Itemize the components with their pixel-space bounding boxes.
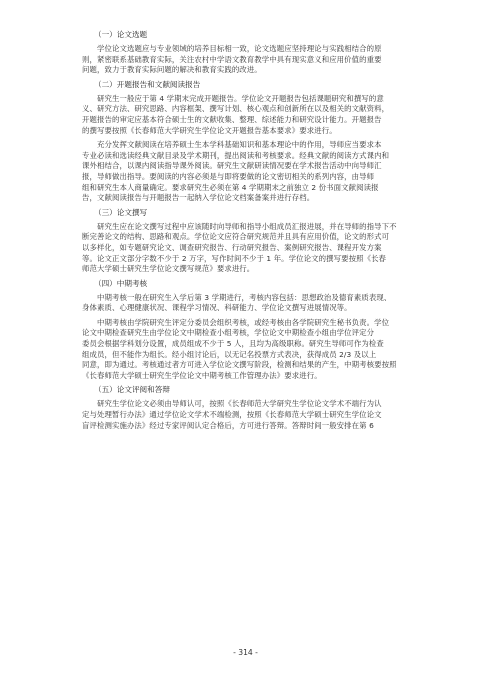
text-line: 组成员，但不能作为组长。经小组讨论后，以无记名投票方式表决，获得成员 2/3 及以上 [82,349,377,359]
text-line: 问题，致力于教育实际问题的解决和教育实践的改进。 [82,65,262,75]
text-line: 研究生应在论文撰写过程中应该随时向导师和指导小组成员汇报进展，并在导师的指导下不 [97,221,397,231]
text-line: 的撰写要按照《长春师范大学研究生学位论文开题报告基本要求》要求进行。 [82,125,337,135]
text-line: 报，导师做出指导。要阅读的内容必须是与即将要做的论文密切相关的系列内容，由导师 [82,171,375,181]
text-line: 研究生学位论文必须由导师认可，按照《长春师范大学研究生学位论文学术不端行为认 [97,399,382,409]
text-line: 论文中期检查研究生由学位论文中期检查小组考核，学位论文中期检查小组由学位评定分 [82,328,375,338]
text-line: 《长春师范大学硕士研究生学位论文中期考核工作管理办法》要求进行。 [82,370,322,380]
paragraph [82,44,412,76]
document-body [82,30,412,435]
text-line: 中期考核由学院研究生评定分委员会组织考核，或经考核由各学院研究生秘书负责。学位 [97,317,390,327]
paragraph [82,222,412,275]
text-line: 师范大学硕士研究生学位论文撰写规范》要求进行。 [82,264,255,274]
section-heading: （五）论文评阅和答辩 [94,385,170,395]
text-line: 身体素质、心理健康状况、课程学习情况、科研能力、学位论文撰写进展情况等。 [82,303,352,313]
text-line: 同意，即为通过。考核通过者方可进入学位论文撰写阶段，检测和结果的产生，中期考核要按照 [82,360,397,370]
text-line: 研究生一般应于第 4 学期末完成开题报告。学位论文开题报告包括课题研究和撰写的意 [97,93,384,103]
text-line: 告，文献阅读报告与开题报告一起纳入学位论文档案备案并进行存档。 [82,193,315,203]
section-heading: （四）中期考核 [94,278,148,288]
text-line: 则，紧密联系基础教育实际，关注农村中学语文教育教学中具有现实意义和应用价值的重要 [82,54,382,64]
text-line: 等。论文正文部分字数不少于 2 万字，写作时间不少于 1 年。学位论文的撰写要按照《长春 [82,253,387,263]
text-line: 课外相结合，以课内阅读指导课外阅读。研究生文献研读情况要在学术报告活动中向导师汇 [82,161,382,171]
paragraph [82,293,412,314]
text-line: 开题报告的审定应基本符合硕士生的文献收集、整理、综述能力和研究设计能力。开题报告 [82,114,382,124]
text-line: 盲评检测实施办法》经过专家评阅认定合格后，方可进行答辩。答辩时间一般安排在第 6 [82,420,374,430]
section-heading: （二）开题报告和文献阅读报告 [94,79,201,89]
text-line: 定与处理暂行办法》通过学位论文学术不端检测，按照《长春师范大学硕士研究生学位论文 [82,410,382,420]
text-line: 充分发挥文献阅读在培养硕士生本学科基础知识和基本理论中的作用，导师应当要求本 [97,140,382,150]
paragraph [82,318,412,382]
text-line: 专业必读和选读经典文献目录及学术期刊，提出阅读和考核要求。经典文献的阅读方式课内和 [82,150,390,160]
section-heading: （三）论文撰写 [94,207,148,217]
page-number: - 314 - [233,648,258,657]
text-line: 委员会根据学科划分设置，成员组成不少于 5 人，且均为高级职称。研究生导师可作为检查 [82,339,384,349]
text-line: 中期考核一般在研究生入学后第 3 学期进行，考核内容包括：思想政治及德育素质表现、 [97,292,392,302]
section-heading: （一）论文选题 [94,30,148,39]
paragraph [82,94,412,136]
text-line: 学位论文选题应与专业领域的培养目标相一致，论文选题应坚持理论与实践相结合的原 [97,44,382,53]
text-line: 断完善论文的结构、思路和观点。学位论文应符合研究规范并且具有应用价值，论文的形式可 [82,232,390,242]
paragraph [82,140,412,204]
text-line: 以多样化，如专题研究论文、调查研究报告、行动研究报告、案例研究报告、课程开发方案 [82,242,382,252]
text-line: 组和研究生本人商量确定。要求研究生必须在第 4 学期期末之前独立 2 份书面文献阅读报 [82,182,379,192]
text-line: 义、研究方法、研究思路、内容框架、撰写计划、核心观点和创新所在以及相关的文献资料， [82,104,390,114]
paragraph [82,399,412,431]
